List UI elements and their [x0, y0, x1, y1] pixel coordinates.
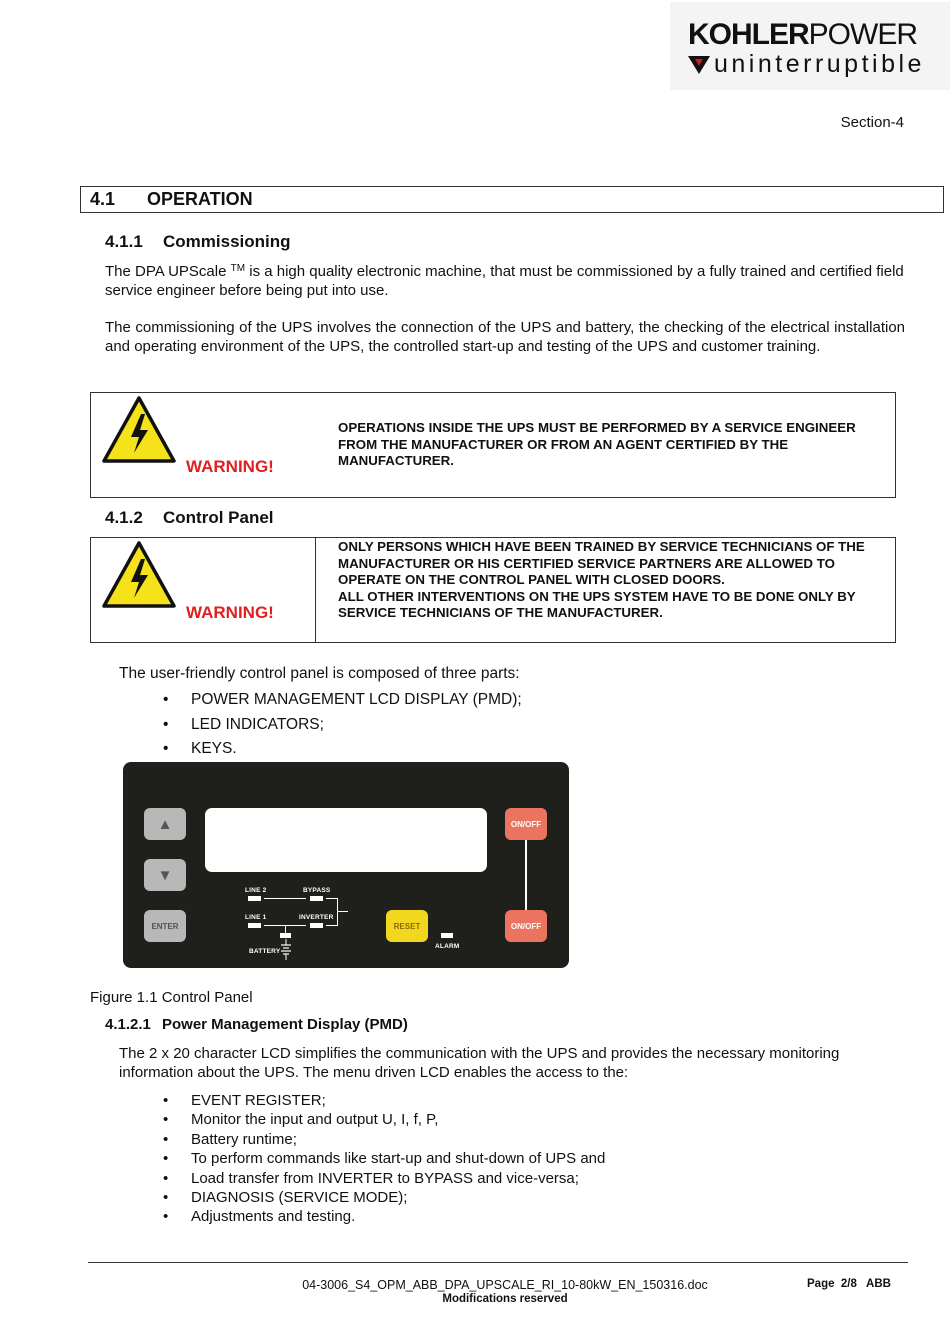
on-off-key-bottom: ON/OFF: [505, 910, 547, 942]
pmd-features-list: [163, 1091, 605, 1227]
led-path-line: [285, 925, 286, 933]
list-item: • DIAGNOSIS (SERVICE MODE);: [163, 1188, 605, 1207]
alarm-led-label: ALARM: [435, 943, 460, 950]
main-heading-title: OPERATION: [147, 189, 253, 209]
high-voltage-warning-icon: [101, 395, 177, 465]
commissioning-paragraph-2: The commissioning of the UPS involves the connection of the UPS and battery, the checking of the electrical installation and operating environment of the UPS, the controlled start-up and testing of the UPS and customer training.: [105, 319, 905, 355]
section-label: Section-4: [840, 114, 904, 131]
warning-box-2: [90, 537, 896, 643]
list-item: • Load transfer from INVERTER to BYPASS and vice-versa;: [163, 1169, 605, 1188]
commissioning-paragraph-1: The DPA UPScale ™ is a high quality electronic machine, that must be commissioned by a fully trained and certified field service engineer before being put into use.: [105, 263, 904, 299]
battery-led: [280, 933, 291, 938]
battery-led-label: BATTERY: [249, 948, 281, 955]
list-item: • LED INDICATORS;: [163, 713, 522, 738]
main-heading-number: 4.1: [90, 189, 116, 209]
control-panel-intro: The user-friendly control panel is composed of three parts:: [119, 665, 520, 682]
lcd-display: [205, 808, 487, 872]
enter-key: ENTER: [144, 910, 186, 942]
up-arrow-key: ▲: [144, 808, 186, 840]
bypass-led-label: BYPASS: [303, 887, 331, 894]
footer-modifications-note: Modifications reserved: [442, 1293, 568, 1305]
footer-rule: [88, 1262, 908, 1263]
led-path-line: [264, 898, 306, 899]
line2-led: [248, 896, 261, 901]
battery-symbol-icon: [281, 939, 291, 961]
line1-led-label: LINE 1: [245, 914, 267, 921]
line2-led-label: LINE 2: [245, 887, 267, 894]
reset-key: RESET: [386, 910, 428, 942]
warning-label: WARNING!: [186, 457, 274, 476]
high-voltage-warning-icon: [101, 540, 177, 610]
pmd-intro: The 2 x 20 character LCD simplifies the communication with the UPS and provides the necessary monitoring information about the UPS. The menu driven LCD enables the access to the:: [119, 1045, 840, 1081]
list-item: • To perform commands like start-up and shut-down of UPS and: [163, 1149, 605, 1168]
list-item: • POWER MANAGEMENT LCD DISPLAY (PMD);: [163, 688, 522, 713]
inverter-led-label: INVERTER: [299, 914, 334, 921]
list-item: • Battery runtime;: [163, 1130, 605, 1149]
led-path-line: [326, 925, 337, 926]
pmd-heading: 4.1.2.1 Power Management Display (PMD): [105, 1016, 408, 1033]
list-item: • Monitor the input and output U, I, f, P,: [163, 1110, 605, 1129]
led-path-line: [338, 911, 348, 912]
bypass-led: [310, 896, 323, 901]
warning-text: OPERATIONS INSIDE THE UPS MUST BE PERFORMED BY A SERVICE ENGINEER FROM THE MANUFACTURER OR FROM AN AGENT CERTIFIED BY THE MANUFACTURER.: [338, 420, 856, 469]
on-off-key-top: ON/OFF: [505, 808, 547, 840]
kohler-power-logo: [670, 2, 950, 90]
led-path-line: [337, 898, 338, 926]
logo-tagline: uninterruptible: [688, 50, 925, 78]
footer-document-name: 04-3006_S4_OPM_ABB_DPA_UPSCALE_RI_10-80kW_EN_150316.doc: [302, 1278, 708, 1292]
warning-divider: [315, 538, 316, 642]
warning-label: WARNING!: [186, 603, 274, 622]
commissioning-heading: 4.1.1 Commissioning: [105, 232, 291, 251]
footer-page-number: Page 2/8 ABB: [807, 1278, 891, 1290]
warning-text: ONLY PERSONS WHICH HAVE BEEN TRAINED BY SERVICE TECHNICIANS OF THE MANUFACTURER OR HIS CERTIFIED SERVICE PARTNERS ARE ALLOWED TO OPERATE ON THE CONTROL PANEL WITH CLOSED DOORS. ALL OTHER INTERVENTIONS ON THE UPS SYSTEM HAVE TO BE DONE ONLY BY SERVICE TECHNICIANS OF THE MANUFACTURER.: [338, 539, 865, 621]
list-item: • KEYS.: [163, 737, 522, 762]
down-arrow-key: ▼: [144, 859, 186, 891]
line1-led: [248, 923, 261, 928]
logo-v-mark-icon: [688, 56, 710, 74]
alarm-led: [441, 933, 453, 938]
control-panel-heading: 4.1.2 Control Panel: [105, 508, 274, 527]
logo-brand: KOHLERPOWER: [688, 18, 918, 51]
control-panel-parts-list: [163, 688, 522, 762]
on-off-connector-line: [525, 840, 527, 910]
list-item: • Adjustments and testing.: [163, 1207, 605, 1226]
inverter-led: [310, 923, 323, 928]
warning-box-1: [90, 392, 896, 498]
figure-caption: Figure 1.1 Control Panel: [90, 989, 253, 1006]
led-path-line: [326, 898, 337, 899]
main-heading: [80, 186, 944, 213]
list-item: • EVENT REGISTER;: [163, 1091, 605, 1110]
